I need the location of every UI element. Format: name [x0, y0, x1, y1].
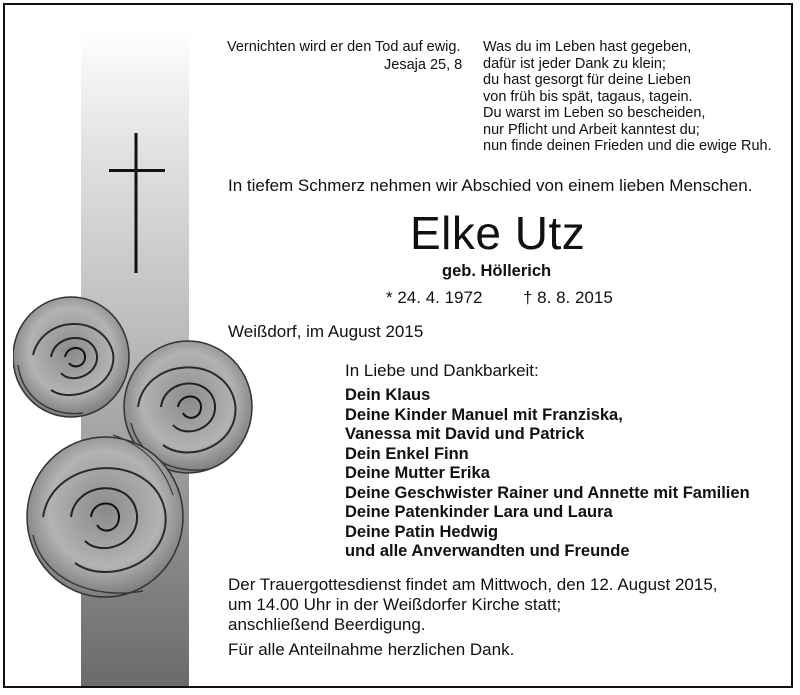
mourner-line: Deine Geschwister Rainer und Annette mit Familien	[345, 483, 750, 502]
mourners-intro: In Liebe und Dankbarkeit:	[345, 361, 539, 380]
poem-line: nun finde deinen Frieden und die ewige Ruh.	[483, 138, 772, 154]
poem-line: dafür ist jeder Dank zu klein;	[483, 55, 666, 72]
poem-line: nur Pflicht und Arbeit kanntest du;	[483, 121, 700, 138]
mourner-line: Deine Patin Hedwig	[345, 522, 499, 541]
poem-line: Du warst im Leben so bescheiden,	[483, 105, 706, 121]
cross-icon	[109, 133, 165, 273]
service-info: um 14.00 Uhr in der Weißdorfer Kirche statt;	[228, 595, 562, 614]
poem-line: du hast gesorgt für deine Lieben	[483, 72, 691, 88]
mourner-line: Dein Klaus	[345, 386, 431, 404]
mourner-line: Deine Mutter Erika	[345, 464, 490, 482]
obituary-frame	[3, 3, 793, 688]
deceased-name: Elke Utz	[410, 207, 586, 259]
poem-line: von früh bis spät, tagaus, tagein.	[483, 88, 693, 105]
mourner-line: Dein Enkel Finn	[345, 444, 469, 463]
maiden-name: geb. Höllerich	[442, 262, 552, 280]
intro-text: In tiefem Schmerz nehmen wir Abschied von einem lieben Menschen.	[228, 176, 753, 195]
bible-quote-source: Jesaja 25, 8	[384, 57, 463, 73]
place-date: Weißdorf, im August 2015	[228, 322, 424, 341]
rose-top-left	[13, 297, 129, 417]
service-info: Der Trauergottesdienst findet am Mittwoch, den 12. August 2015,	[228, 575, 718, 594]
death-date: † 8. 8. 2015	[523, 288, 613, 307]
mourner-line: Deine Kinder Manuel mit Franziska,	[345, 405, 623, 424]
mourner-line: Vanessa mit David und Patrick	[345, 425, 585, 443]
thanks-text: Für alle Anteilnahme herzlichen Dank.	[228, 640, 515, 659]
birth-date: * 24. 4. 1972	[386, 288, 483, 307]
poem-line: Was du im Leben hast gegeben,	[483, 39, 692, 55]
roses-illustration	[13, 295, 253, 635]
mourner-line: und alle Anverwandten und Freunde	[345, 542, 630, 560]
bible-quote: Vernichten wird er den Tod auf ewig.	[227, 39, 461, 55]
service-info: anschließend Beerdigung.	[228, 615, 426, 634]
mourner-line: Deine Patenkinder Lara und Laura	[345, 503, 613, 521]
rose-bottom	[27, 435, 183, 597]
